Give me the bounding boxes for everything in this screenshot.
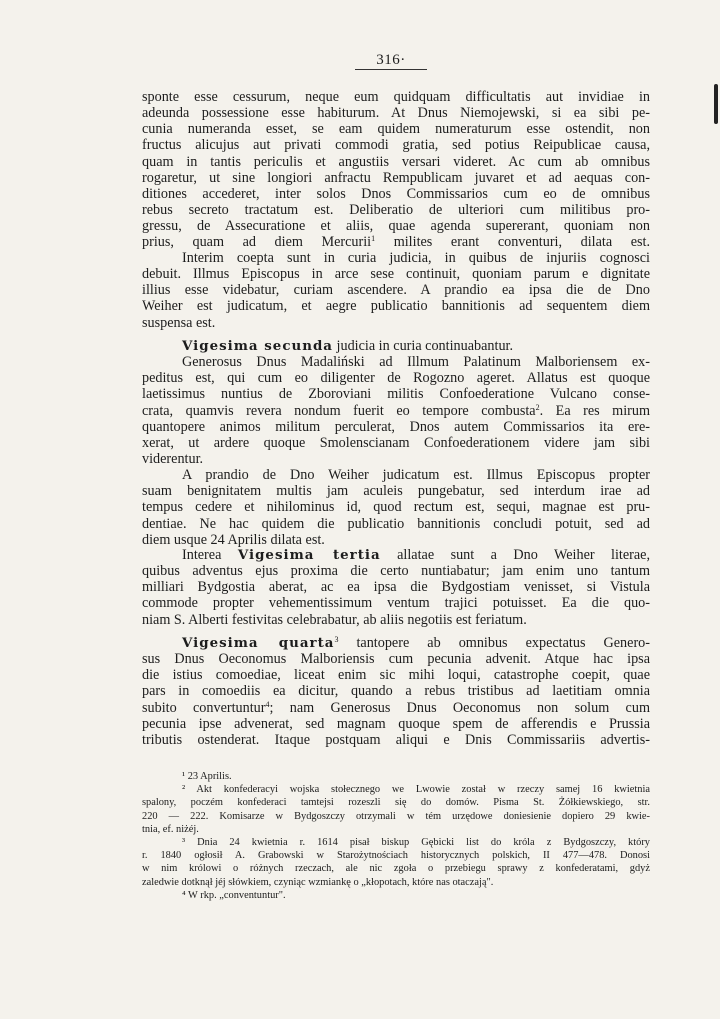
text-line: tributis ostenderat. Itaque postquam aliqui e Dnis Commissariis advertis- — [142, 731, 650, 748]
footnote-ref: 4 — [265, 699, 270, 709]
text-line: sus Dnus Oeconomus Malboriensis cum pecunia advenit. Atque hac ipsa — [142, 651, 650, 668]
text-line: peditus est, qui cum eo diligenter de Rogozno ageret. Allatus est quoque — [142, 370, 650, 387]
text-line: laetissimus nuntius de Zboroviani militis Confoederatione Vulcano conse- — [142, 386, 650, 403]
text-line: tempus cedere et nihilominus id, quod rectum est, sequi, magnae est pru- — [142, 499, 650, 516]
footnote-line: r. 1840 ogłosił A. Grabowski w Starożytnościach historycznych polskich, II 477—478. Donosi — [142, 850, 650, 862]
text-segment: judicia in curia continuabantur. — [336, 338, 514, 354]
text-line: milliari Bydgostia aberat, ac ea ipsa die Bydgostiam venisset, si Vistula — [142, 579, 650, 596]
text-segment: ; nam Generosus Dnus Oeconomus non solum cum — [269, 699, 650, 716]
text-line: suspensa est. — [142, 314, 216, 331]
text-line — [142, 234, 650, 250]
footnote-line: ¹ 23 Aprilis. — [182, 771, 232, 782]
text-line: adeunda possessione esse habiturum. At Dnus Niemojewski, si ea sibi pe- — [142, 105, 650, 122]
section-vigesima-quarta — [142, 635, 650, 748]
text-segment: crata, quamvis revera nondum fuerit eo tempore combusta — [142, 402, 536, 419]
text-line: Weiher est judicatum, et aegre publicatio bannitionis ad sequentem diem — [142, 298, 650, 315]
text-segment: subito convertuntur — [142, 699, 266, 716]
text-line: quam in tantis periculis et angustiis versari videret. Ac cum ab omnibus — [142, 153, 650, 170]
footnote-line: ⁴ W rkp. „conventuntur". — [182, 889, 286, 901]
page-number: 316· — [355, 51, 427, 70]
footnote-ref: 2 — [535, 402, 540, 412]
text-line: pecunia ipse advenerat, sed magnam quoque spem de afferendis e Prussia — [142, 715, 650, 732]
footnote-line: ² Akt konfederacyi wojska stołecznego we Lwowie został w rzeczy samej 16 kwietnia — [182, 784, 650, 796]
text-line: Interim coepta sunt in curia judicia, in quibus de injuriis cognosci — [182, 250, 650, 266]
footnote-line: zaledwie dotknął jéj słówkiem, czyniąc wzmiankę o „kłopotach, które nas otaczają". — [142, 876, 494, 888]
text-line: quantopere animos militum perculerat, Dnos autem Commissarios ita ere- — [142, 418, 650, 435]
text-segment: Interea — [182, 547, 222, 563]
text-line: niam S. Alberti festivitas celebrabatur, ab aliis negotiis est feriatum. — [142, 611, 527, 628]
day-heading: Vigesima tertia — [237, 547, 381, 563]
text-line — [142, 547, 650, 563]
text-line: rogaretur, ut sine longiori anfractu Rempublicam juvaret et ad aequas con- — [142, 169, 650, 186]
text-line: ditiones accederet, inter solos Dnos Commissarios cum eo de omnibus — [142, 185, 650, 202]
footnote-line: tnia, ef. niżéj. — [142, 823, 199, 835]
footnote-ref: 3 — [334, 635, 339, 644]
text-line: xerat, ut ardere quoque Smolenscianam Confoederationem videre jam sibi — [142, 434, 650, 451]
text-line: diem usque 24 Aprilis dilata est. — [142, 531, 325, 548]
text-line: cunia numeranda esset, se eam quidem numeraturum esse ostendit, non — [142, 121, 650, 138]
text-line — [142, 700, 650, 716]
text-segment: milites erant conventuri, dilata est. — [393, 234, 650, 251]
footnote-line: 220 — 222. Komisarze w Bydgoszczy otrzymali w tém urzędowe doniesienie dopiero 29 kwie- — [142, 810, 650, 822]
text-line: debuit. Illmus Episcopus in arce sese continuit, quoniam parum e dignitate — [142, 266, 650, 283]
text-line: commode propter vehementissimum ventum trajici potuisset. Ea die quo- — [142, 595, 650, 612]
footnote-ref: 1 — [371, 234, 376, 244]
text-line: Generosus Dnus Madaliński ad Illmum Palatinum Malboriensem ex- — [182, 354, 650, 371]
text-segment: . Ea res mirum — [539, 402, 650, 419]
text-line: suam benignitatem multis jam aculeis pungebatur, sed interdum irae ad — [142, 483, 650, 500]
text-segment: tantopere ab omnibus expectatus Genero- — [356, 635, 650, 651]
text-line: dentiae. Ne hac quidem die publicatio bannitionis concludi potuit, sed ad — [142, 515, 650, 532]
footnote-line: spalony, poczém konfederaci tamtejsi rozeszli się do domów. Pisma St. Żółkiewskiego, str. — [142, 797, 650, 809]
section-vigesima-tertia — [142, 547, 650, 628]
text-line: pars in comoediis ea dicitur, quando a rebus tristibus ad laetitiam omnia — [142, 683, 650, 700]
text-line: sponte esse cessurum, neque eum quidquam difficultatis aut invidiae in — [142, 89, 650, 105]
text-line: gressu, de Assecuratione et aliis, quae agenda supererant, quoniam non — [142, 218, 650, 235]
footnotes — [142, 770, 650, 902]
margin-mark — [714, 84, 718, 124]
paragraph-2 — [142, 250, 650, 331]
footnote-line: w nim królowi o różnych rzeczach, ale nic zgoła o przebiegu sprawy z konfederatami, gdyż — [142, 863, 650, 875]
text-segment: allatae sunt a Dno Weiher literae, — [397, 547, 650, 563]
paragraph-1 — [142, 89, 650, 250]
day-heading: Vigesima quarta — [182, 635, 335, 651]
text-line: quibus adventus ejus proxima die certo nuntiabatur; jam enim uno tantum — [142, 563, 650, 580]
text-line — [142, 338, 650, 354]
text-segment: prius, quam ad diem Mercurii — [142, 234, 372, 251]
text-line: viderentur. — [142, 450, 204, 467]
section-vigesima-secunda — [142, 338, 650, 548]
text-line: rebus secreto tractatum est. Deliberatio de ulteriori cum militibus pro- — [142, 201, 650, 218]
text-line — [142, 403, 650, 419]
footnote-line: ³ Dnia 24 kwietnia r. 1614 pisał biskup Gębicki list do króla z Bydgoszczy, który — [182, 836, 650, 848]
text-line: die istius comoediae, liceat enim sic mihi loqui, catastrophe coepit, quae — [142, 667, 650, 684]
day-heading: Vigesima secunda — [182, 338, 333, 354]
text-line: A prandio de Dno Weiher judicatum est. Illmus Episcopus propter — [182, 467, 650, 484]
text-line: illius esse videbatur, curiam ascendere. A prandio ea ipsa die de Dno — [142, 282, 650, 299]
text-line: fructus alicujus aut privati commodi gratia, sed potius Reipublicae causa, — [142, 137, 650, 154]
text-line — [142, 635, 650, 651]
